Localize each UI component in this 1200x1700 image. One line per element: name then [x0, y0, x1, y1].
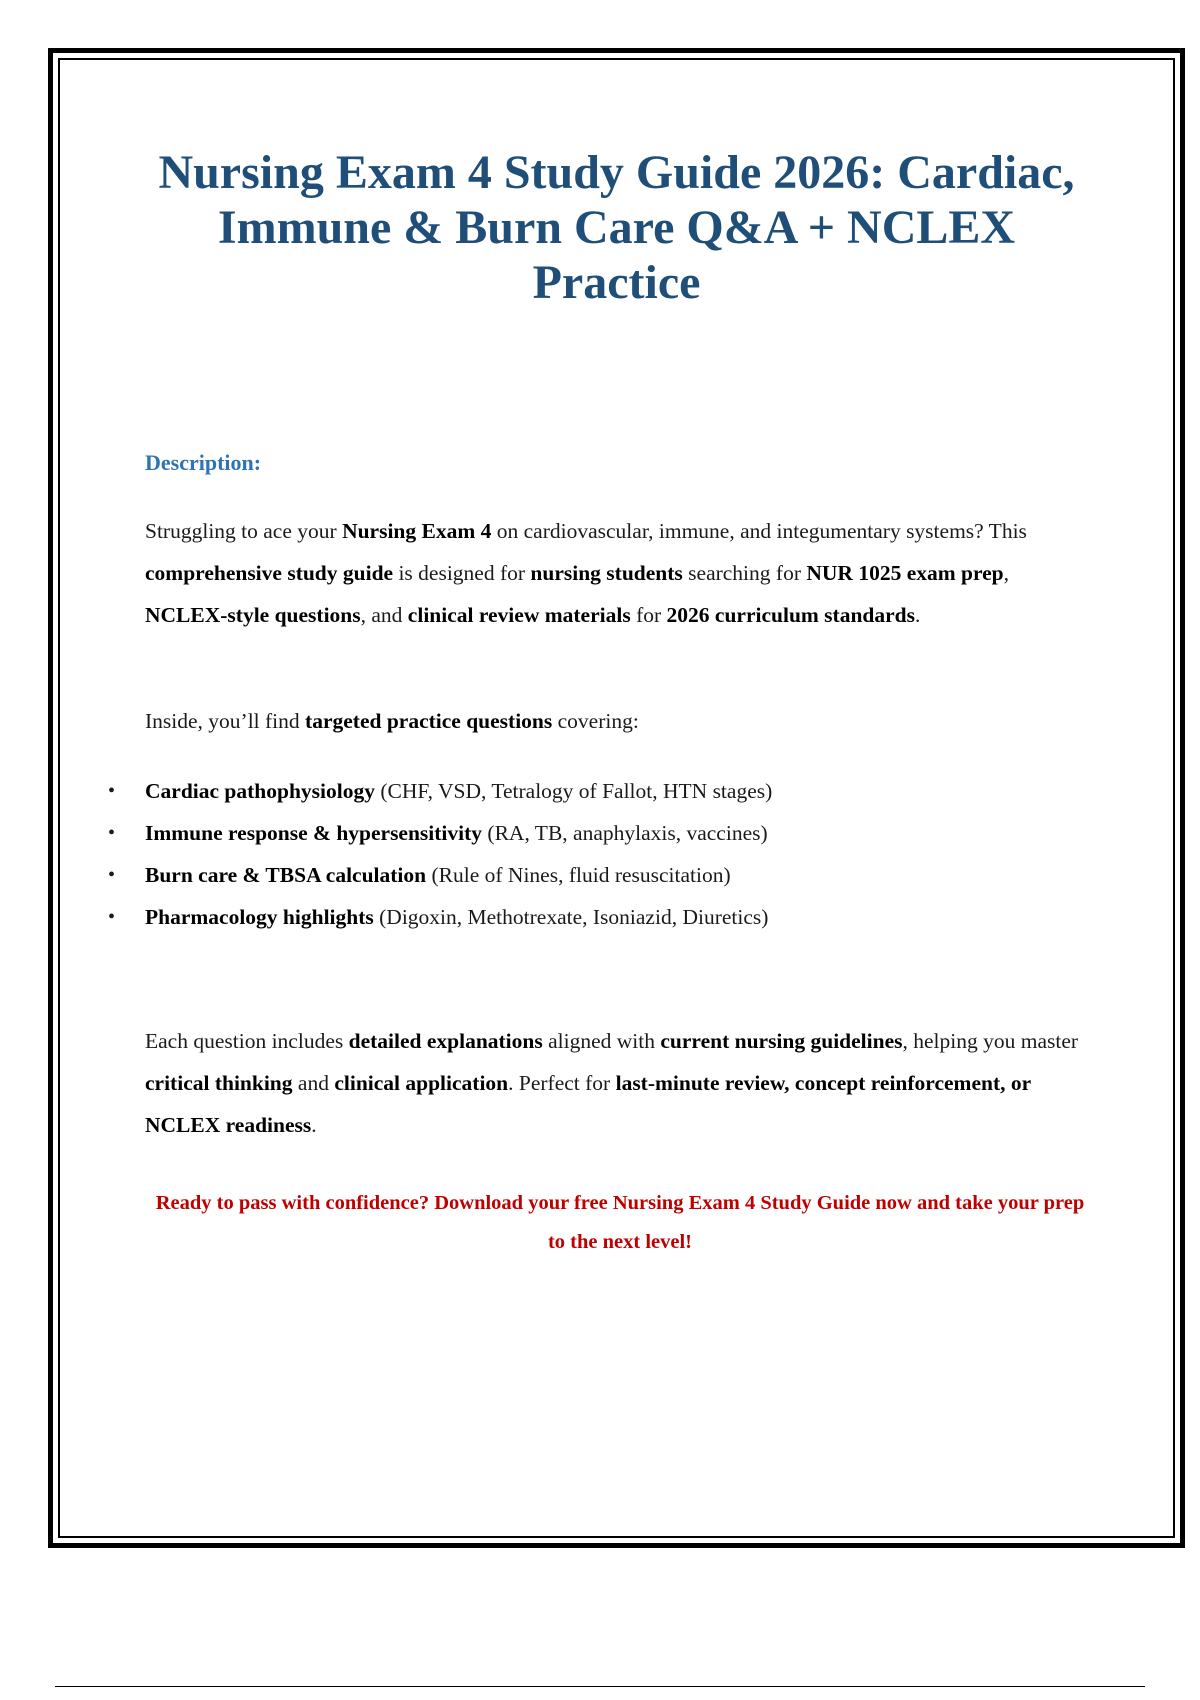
- body-text: . Perfect for: [508, 1071, 616, 1095]
- body-text: .: [311, 1113, 317, 1137]
- body-text: , helping you master: [902, 1029, 1079, 1053]
- emphasis-text: current nursing guidelines: [660, 1029, 903, 1053]
- body-text: for: [630, 603, 667, 627]
- emphasis-text: clinical application: [334, 1071, 509, 1095]
- body-text: covering:: [552, 709, 639, 733]
- bullet-icon: •: [108, 906, 116, 928]
- emphasis-text: NUR 1025 exam prep: [806, 561, 1004, 585]
- emphasis-text: targeted practice questions: [305, 709, 553, 733]
- body-text: is designed for: [393, 561, 531, 585]
- inside-lead-paragraph: [145, 700, 1095, 742]
- emphasis-text: critical thinking: [145, 1071, 293, 1095]
- document-page: [60, 60, 1173, 1536]
- emphasis-text: Nursing Exam 4: [342, 519, 492, 543]
- topic-title: Cardiac pathophysiology: [145, 779, 375, 803]
- document-title: Nursing Exam 4 Study Guide 2026: Cardiac, Immune & Burn Care Q&A + NCLEX Practice: [158, 146, 1075, 309]
- body-text: .: [915, 603, 921, 627]
- emphasis-text: detailed explanations: [348, 1029, 543, 1053]
- emphasis-text: last-minute review, concept reinforcement, or NCLEX readiness: [145, 1071, 1031, 1137]
- topic-title: Pharmacology highlights: [145, 905, 374, 929]
- topic-title: Burn care & TBSA calculation: [145, 863, 427, 887]
- body-text: aligned with: [542, 1029, 661, 1053]
- emphasis-text: clinical review materials: [407, 603, 631, 627]
- body-text: and: [292, 1071, 335, 1095]
- list-item: [108, 896, 772, 938]
- body-text: Each question includes: [145, 1029, 349, 1053]
- topic-list: [108, 770, 773, 938]
- topic-title: Immune response & hypersensitivity: [145, 821, 483, 845]
- emphasis-text: nursing students: [530, 561, 683, 585]
- list-item: [108, 770, 773, 812]
- body-text: searching for: [682, 561, 807, 585]
- description-label: Description:: [145, 450, 262, 475]
- emphasis-text: NCLEX-style questions: [145, 603, 361, 627]
- footer-rule: [55, 1686, 1145, 1687]
- topic-detail: (Rule of Nines, fluid resuscitation): [426, 863, 731, 887]
- topic-detail: (RA, TB, anaphylaxis, vaccines): [482, 821, 768, 845]
- call-to-action: Ready to pass with confidence? Download your free Nursing Exam 4 Study Guide now and take your prep to the next level!: [155, 1192, 1085, 1253]
- intro-paragraph: [145, 510, 1095, 636]
- body-text: ,: [1003, 561, 1010, 585]
- bullet-icon: •: [108, 780, 116, 802]
- topic-detail: (Digoxin, Methotrexate, Isoniazid, Diuretics): [373, 905, 769, 929]
- body-text: on cardiovascular, immune, and integumentary systems? This: [491, 519, 1027, 543]
- bullet-icon: •: [108, 822, 116, 844]
- body-text: , and: [360, 603, 408, 627]
- body-text: Struggling to ace your: [145, 519, 343, 543]
- emphasis-text: 2026 curriculum standards: [666, 603, 915, 627]
- closing-paragraph: [145, 1020, 1095, 1146]
- emphasis-text: comprehensive study guide: [145, 561, 394, 585]
- bullet-icon: •: [108, 864, 116, 886]
- topic-detail: (CHF, VSD, Tetralogy of Fallot, HTN stages): [374, 779, 773, 803]
- body-text: Inside, you’ll find: [145, 709, 306, 733]
- list-item: [108, 812, 772, 854]
- list-item: [108, 854, 772, 896]
